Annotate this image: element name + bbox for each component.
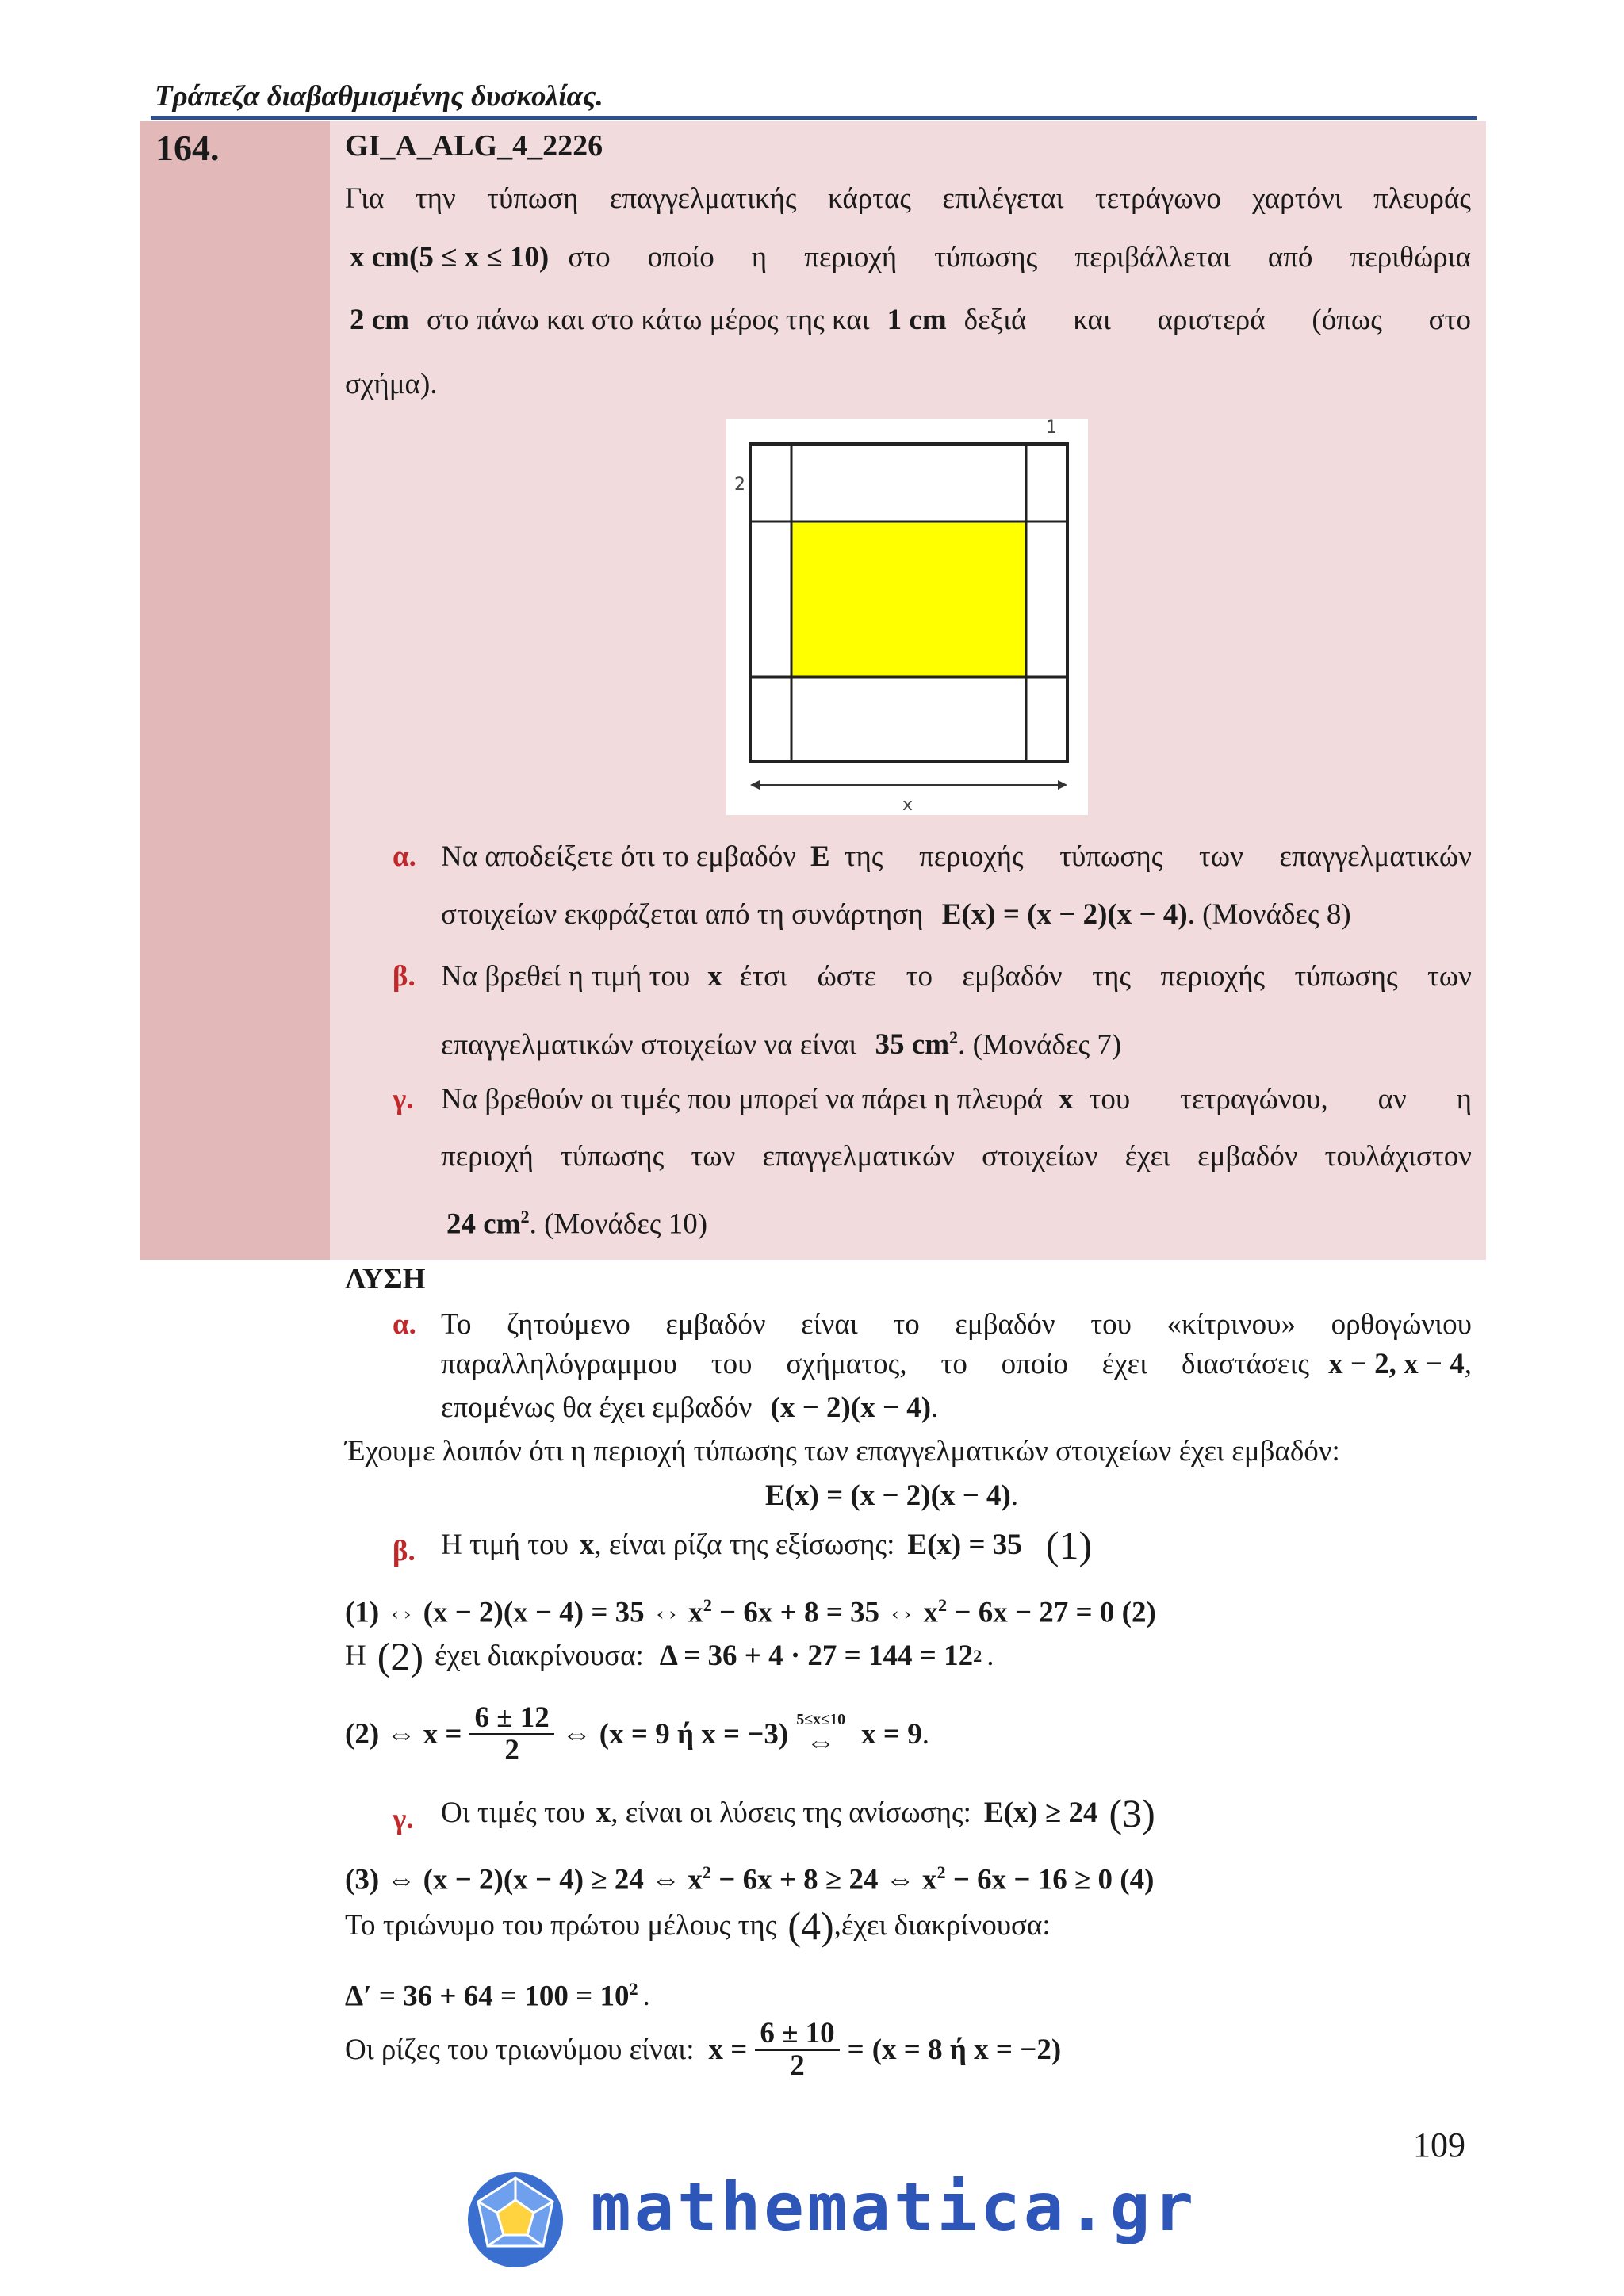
page-number: 109 [1413, 2126, 1465, 2164]
q-b-value: 35 cm [875, 1028, 950, 1062]
intro-line-4: σχήμα). [345, 368, 438, 400]
sol-b-numerator: 6 ± 12 [469, 1703, 553, 1735]
sol-b-solution [345, 1703, 929, 1766]
q-b-exponent: 2 [949, 1027, 959, 1047]
sol-a-text: παραλληλόγραμμου του σχήματος, το οποίο έχει διαστάσεις [441, 1348, 1310, 1380]
card-figure [726, 419, 1088, 815]
sol-b-disc-end: . [986, 1640, 994, 1672]
sol-b-chain-exp-1: 2 [703, 1595, 712, 1615]
problem-code: GI_A_ALG_4_2226 [345, 129, 603, 163]
sol-b-equation-chain [345, 1590, 1156, 1628]
sol-a-dims: x − 2, x − 4 [1328, 1348, 1465, 1380]
header-rule [151, 116, 1477, 120]
sol-b-chain-exp-2: 2 [938, 1595, 948, 1615]
sol-a-line-3 [441, 1393, 938, 1423]
sol-b-disc-text-2: έχει διακρίνουσα: [435, 1640, 644, 1672]
sol-b-discriminant [345, 1634, 994, 1678]
sol-c-symbol: x [596, 1797, 611, 1829]
sol-b-chain-2: − 6x + 8 = 35 ⇔ x [711, 1596, 939, 1629]
sol-a-label: α. [393, 1308, 416, 1341]
sol-a-end: . [931, 1391, 939, 1424]
sol-b-equiv: ⇔ [561, 1717, 592, 1751]
intro-line-3 [350, 305, 1471, 335]
label-top-margin: 2 [734, 475, 745, 495]
intro-line-1: Για την τύπωση επαγγελματικής κάρτας επιλέγεται τετράγωνο χαρτόνι πλευράς [345, 182, 1471, 215]
q-c-text-1: Να βρεθούν οι τιμές που μπορεί να πάρει η πλευρά [441, 1083, 1044, 1115]
site-logo-text: mathematica.gr [591, 2168, 1197, 2246]
logo-icon [464, 2168, 567, 2271]
sol-b-cond-arrow: ⇔ [806, 1725, 836, 1758]
sol-c-disc-value: Δ′ = 36 + 64 = 100 = 10 [345, 1980, 630, 2013]
sol-c-numerator: 6 ± 10 [755, 2019, 839, 2051]
intro-line-2 [350, 243, 1471, 273]
sol-c-inequality-chain [345, 1858, 1154, 1895]
sol-c-tri-tag: (4) [787, 1904, 834, 1948]
card-diagram [726, 419, 1088, 815]
q-a-text-3: στοιχείων εκφράζεται από τη συνάρτηση [441, 898, 924, 931]
print-area [791, 522, 1026, 677]
q-c-label: γ. [393, 1083, 414, 1115]
sol-c-chain-3: − 6x − 16 ≥ 0 (4) [945, 1863, 1155, 1896]
sol-c-equals: = [847, 2033, 864, 2066]
sol-b-sol-lhs: (2) ⇔ x = [345, 1717, 462, 1751]
sol-c-chain-1: (3) ⇔ (x − 2)(x − 4) ≥ 24 ⇔ x [345, 1863, 703, 1896]
sol-b-chain-3: − 6x − 27 = 0 (2) [947, 1596, 1156, 1629]
sol-c-chain-2: − 6x + 8 ≥ 24 ⇔ x [711, 1863, 937, 1896]
sol-area-formula [765, 1481, 1018, 1511]
label-side-margin: 1 [1046, 419, 1057, 438]
sol-c-text-2: , είναι οι λύσεις της ανίσωσης: [611, 1797, 971, 1829]
sol-c-denominator: 2 [790, 2049, 805, 2082]
q-a-text-1: Να αποδείξετε ότι το εμβαδόν [441, 840, 796, 873]
sol-b-chain-1: (1) ⇔ (x − 2)(x − 4) = 35 ⇔ x [345, 1596, 703, 1629]
sol-b-text-2: , είναι ρίζα της εξίσωσης: [594, 1529, 895, 1561]
margin-side: 1 cm [887, 304, 947, 336]
q-a-formula: E(x) = (x − 2)(x − 4) [941, 898, 1188, 931]
sol-c-chain-exp-2: 2 [936, 1862, 946, 1882]
sol-b-condition: 5≤x≤10 [796, 1710, 846, 1728]
sol-b-disc-text: Η [345, 1640, 366, 1672]
q-c-line-2: περιοχή τύπωσης των επαγγελματικών στοιχείων έχει εμβαδόν τουλάχιστον [441, 1140, 1472, 1173]
sol-b-equation: E(x) = 35 [907, 1529, 1022, 1561]
intro-range: (5 ≤ x ≤ 10) [409, 241, 550, 274]
sol-b-text-1: Η τιμή του [441, 1529, 569, 1561]
sol-c-tri-text: Το τριώνυμο του πρώτου μέλους της [345, 1909, 777, 1942]
sol-b-conditional [796, 1712, 845, 1758]
sol-b-disc-value: Δ = 36 + 4 · 27 = 144 = 12 [659, 1640, 974, 1672]
intro-line-3-text: στο πάνω και στο κάτω μέρος της και [427, 304, 870, 336]
sol-b-fraction [469, 1703, 553, 1766]
q-c-value: 24 cm [446, 1207, 521, 1241]
sol-a-text-3: επομένως θα έχει εμβαδόν [441, 1391, 753, 1424]
intro-side: x cm [350, 241, 409, 274]
sol-area-eq: E(x) = (x − 2)(x − 4) [765, 1479, 1011, 1512]
q-b-text-1: Να βρεθεί η τιμή του [441, 960, 691, 993]
solution-heading: ΛΥΣΗ [345, 1263, 426, 1295]
q-b-points: . (Μονάδες 7) [958, 1028, 1122, 1062]
sol-b-line-1 [441, 1523, 1093, 1567]
sol-have-line: Έχουμε λοιπόν ότι η περιοχή τύπωσης των επαγγελματικών στοιχείων έχει εμβαδόν: [345, 1435, 1340, 1468]
sol-b-tag: (1) [1045, 1523, 1093, 1567]
sol-a-line-2 [441, 1349, 1472, 1380]
q-a-line-2 [441, 900, 1351, 930]
sol-b-end: . [921, 1717, 929, 1751]
sol-c-tri-text-2: ,έχει διακρίνουσα: [833, 1909, 1051, 1942]
sol-c-root-values: (x = 8 ή x = −2) [871, 2033, 1062, 2066]
sol-c-chain-exp-1: 2 [702, 1862, 711, 1882]
q-c-symbol: x [1059, 1083, 1074, 1115]
problem-number: 164. [155, 128, 220, 168]
sol-c-text-1: Οι τιμές του [441, 1797, 585, 1829]
sol-c-disc-exp: 2 [629, 1979, 638, 1999]
q-a-symbol: E [810, 840, 830, 873]
sol-c-label: γ. [393, 1803, 414, 1835]
sol-area-end: . [1010, 1479, 1019, 1512]
sol-b-label: β. [393, 1535, 416, 1567]
label-width: x [902, 795, 914, 815]
q-c-text-2: του τετραγώνου, αν η [1089, 1083, 1472, 1115]
q-a-text-2: της περιοχής τύπωσης των επαγγελματικών [844, 840, 1472, 873]
intro-line-3-end: δεξιά και αριστερά (όπως στο [963, 304, 1471, 336]
sol-c-roots-lhs: x = [708, 2033, 748, 2066]
q-c-line-3 [446, 1202, 707, 1239]
page-header-title: Τράπεζα διαβαθμισμένης δυσκολίας. [155, 80, 603, 113]
sol-b-disc-tag: (2) [377, 1634, 424, 1678]
sol-c-trinomial [345, 1904, 1051, 1948]
sol-c-discriminant [345, 1974, 650, 2011]
sol-c-disc-end: . [642, 1980, 650, 2013]
sol-c-tag: (3) [1109, 1791, 1155, 1835]
sol-b-symbol: x [579, 1529, 595, 1561]
q-b-symbol: x [707, 960, 722, 993]
sol-c-fraction [755, 2019, 839, 2081]
q-b-label: β. [393, 960, 416, 993]
sol-c-roots-text: Οι ρίζες του τριωνύμου είναι: [345, 2033, 695, 2066]
sol-c-roots [345, 2019, 1061, 2081]
q-a-line-1 [441, 842, 1472, 872]
sol-b-roots: (x = 9 ή x = −3) [599, 1717, 789, 1751]
q-b-text-2: έτσι ώστε το εμβαδόν της περιοχής τύπωσης των [739, 960, 1472, 993]
sol-c-inequality: E(x) ≥ 24 [983, 1797, 1098, 1829]
q-c-exponent: 2 [520, 1207, 530, 1226]
problem-number-cell [140, 121, 330, 1260]
sol-c-line-1 [441, 1791, 1155, 1835]
sol-b-answer: x = 9 [861, 1717, 922, 1751]
intro-line-2-text: στο οποίο η περιοχή τύπωσης περιβάλλεται από περιθώρια [568, 241, 1471, 274]
sol-b-disc-exp: 2 [973, 1646, 982, 1666]
q-c-line-1 [441, 1085, 1472, 1115]
sol-a-comma: , [1464, 1348, 1472, 1380]
q-a-label: α. [393, 840, 416, 873]
q-c-points: . (Μονάδες 10) [529, 1207, 708, 1241]
q-a-points: . (Μονάδες 8) [1187, 898, 1351, 931]
q-b-line-2 [441, 1023, 1121, 1060]
q-b-text-3: επαγγελματικών στοιχείων να είναι [441, 1028, 857, 1062]
margin-top: 2 cm [350, 304, 409, 336]
q-b-line-1 [441, 962, 1472, 992]
sol-a-line-1: Το ζητούμενο εμβαδόν είναι το εμβαδόν του «κίτρινου» ορθογώνιου [441, 1308, 1472, 1341]
sol-a-area: (x − 2)(x − 4) [770, 1391, 932, 1424]
sol-b-denominator: 2 [504, 1734, 519, 1766]
